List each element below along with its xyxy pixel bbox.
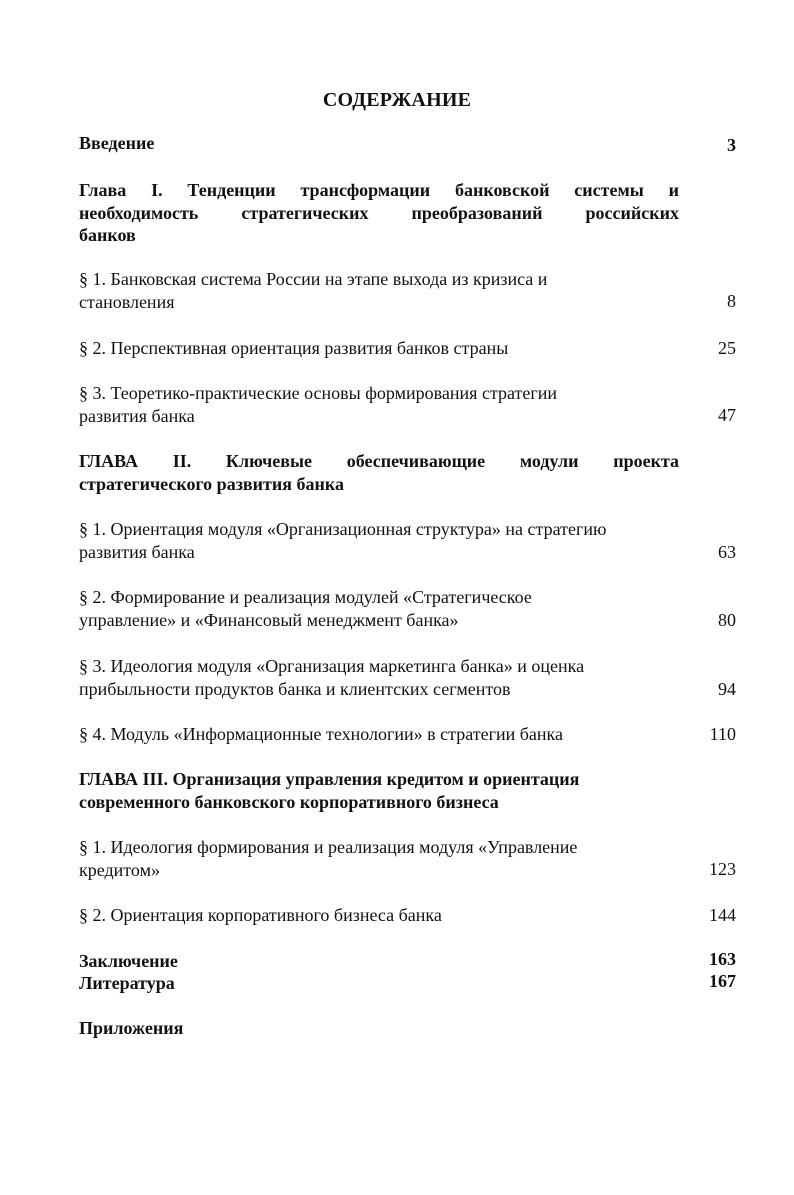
section-title-line: § 2. Перспективная ориентация развития банков страны bbox=[79, 338, 509, 358]
section-title-line: § 3. Теоретико-практические основы формирования стратегии bbox=[79, 383, 558, 403]
toc-entry-appendix[interactable] bbox=[79, 1017, 183, 1040]
chapter-heading-line: необходимость стратегических преобразований российских bbox=[79, 202, 679, 223]
toc-section[interactable] bbox=[79, 723, 563, 746]
toc-page-number: 123 bbox=[709, 859, 736, 879]
toc-page-number: 110 bbox=[709, 724, 736, 744]
section-title-line: прибыльности продуктов банка и клиентских сегментов bbox=[79, 678, 511, 699]
toc-page-number: 167 bbox=[709, 971, 736, 991]
toc-section[interactable] bbox=[79, 586, 532, 631]
toc-page-number: 25 bbox=[718, 338, 736, 358]
toc-chapter-1[interactable] bbox=[79, 179, 679, 247]
section-title-line: § 2. Формирование и реализация модулей «Стратегическое bbox=[79, 587, 532, 607]
toc-chapter-3[interactable] bbox=[79, 768, 579, 813]
toc-page-number: 80 bbox=[718, 610, 736, 630]
chapter-heading-line: стратегического развития банка bbox=[79, 473, 344, 494]
section-title-line: § 4. Модуль «Информационные технологии» в стратегии банка bbox=[79, 724, 563, 744]
toc-chapter-2[interactable] bbox=[79, 450, 679, 495]
toc-page-number: 8 bbox=[727, 291, 736, 311]
chapter-heading-line: Глава I. Тенденции трансформации банковской системы и bbox=[79, 180, 679, 200]
toc-entry-label: Заключение bbox=[79, 951, 178, 971]
toc-page-number: 94 bbox=[718, 679, 736, 699]
toc-page-number: 63 bbox=[718, 542, 736, 562]
toc-section[interactable] bbox=[79, 337, 508, 360]
section-title-line: § 3. Идеология модуля «Организация маркетинга банка» и оценка bbox=[79, 656, 585, 676]
toc-page-number: 163 bbox=[709, 949, 736, 969]
section-title-line: § 1. Банковская система России на этапе выхода из кризиса и bbox=[79, 269, 548, 289]
chapter-heading-line: ГЛАВА III. Организация управления кредитом и ориентация bbox=[79, 769, 580, 789]
toc-section[interactable] bbox=[79, 904, 442, 927]
section-title-line: развития банка bbox=[79, 541, 195, 562]
toc-section[interactable] bbox=[79, 836, 577, 881]
chapter-heading-line: банков bbox=[79, 225, 136, 245]
toc-page-number: 3 bbox=[727, 135, 736, 155]
chapter-heading-line: современного банковского корпоративного бизнеса bbox=[79, 791, 499, 812]
toc-page-number: 47 bbox=[718, 405, 736, 425]
section-title-line: развития банка bbox=[79, 405, 195, 426]
section-title-line: § 2. Ориентация корпоративного бизнеса банка bbox=[79, 905, 442, 925]
toc-entry-label: Литература bbox=[79, 973, 175, 993]
section-title-line: становления bbox=[79, 291, 175, 312]
toc-entry-conclusion[interactable] bbox=[79, 950, 178, 973]
section-title-line: § 1. Ориентация модуля «Организационная структура» на стратегию bbox=[79, 519, 607, 539]
toc-page-number: 144 bbox=[709, 905, 736, 925]
toc-section[interactable] bbox=[79, 382, 557, 427]
section-title-line: управление» и «Финансовый менеджмент банка» bbox=[79, 609, 459, 630]
chapter-heading-line: ГЛАВА II. Ключевые обеспечивающие модули проекта bbox=[79, 451, 679, 471]
section-title-line: § 1. Идеология формирования и реализация модуля «Управление bbox=[79, 837, 578, 857]
toc-entry-intro[interactable] bbox=[79, 132, 154, 155]
toc-section[interactable] bbox=[79, 268, 547, 313]
toc-entry-literature[interactable] bbox=[79, 972, 175, 995]
toc-section[interactable] bbox=[79, 655, 584, 700]
toc-entry-label: Введение bbox=[79, 133, 155, 153]
toc-section[interactable] bbox=[79, 518, 606, 563]
section-title-line: кредитом» bbox=[79, 859, 160, 880]
toc-entry-label: Приложения bbox=[79, 1018, 184, 1038]
page-title: СОДЕРЖАНИЕ bbox=[322, 89, 472, 111]
